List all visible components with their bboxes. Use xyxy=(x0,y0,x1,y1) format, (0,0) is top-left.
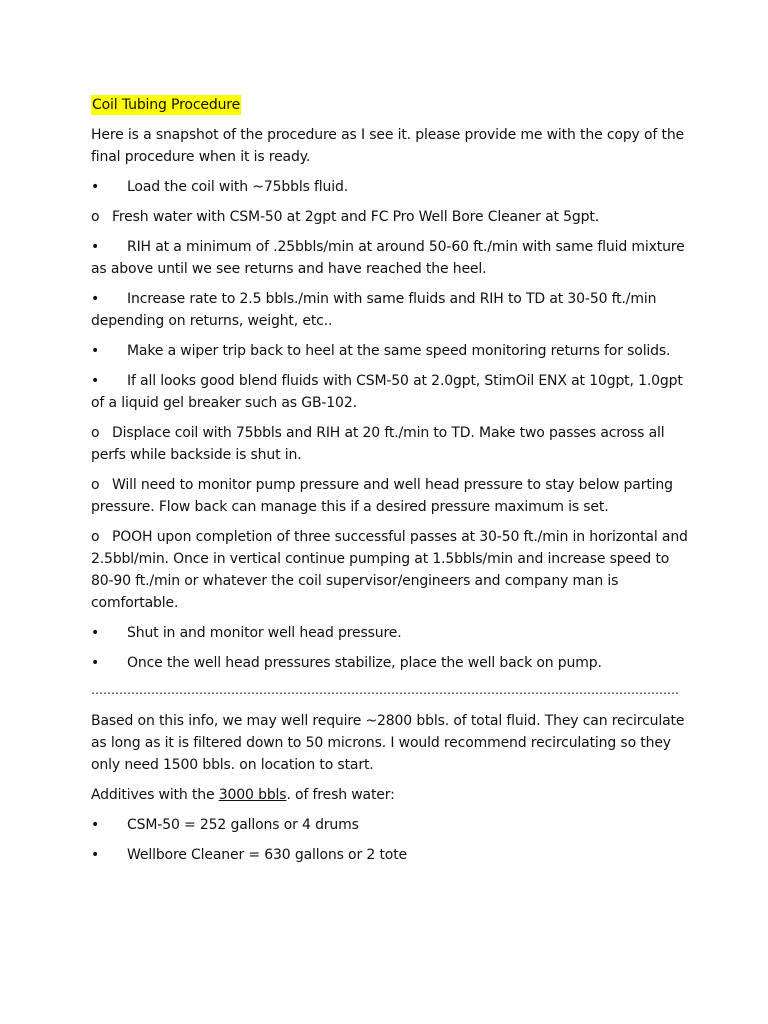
additive-item xyxy=(91,844,691,866)
additives-suffix: . of fresh water: xyxy=(286,787,395,803)
item-text: Once the well head pressures stabilize, place the well back on pump. xyxy=(127,655,602,671)
bullet-mark: • xyxy=(91,373,100,389)
sub-item xyxy=(91,526,691,614)
additives-volume: 3000 bbls xyxy=(218,787,287,803)
item-text: RIH at a minimum of .25bbls/min at around 50-60 ft./min with same fluid mixture as above until we see returns and have reached the heel. xyxy=(91,239,685,277)
additives-heading xyxy=(91,784,691,806)
item-text: If all looks good blend fluids with CSM-50 at 2.0gpt, StimOil ENX at 10gpt, 1.0gpt of a liquid gel breaker such as GB-102. xyxy=(91,373,683,411)
item-text: Increase rate to 2.5 bbls./min with same fluids and RIH to TD at 30-50 ft./min depending on returns, weight, etc.. xyxy=(91,291,657,329)
item-text: Make a wiper trip back to heel at the same speed monitoring returns for solids. xyxy=(127,343,671,359)
bullet-item xyxy=(91,370,691,414)
item-text: Fresh water with CSM-50 at 2gpt and FC Pro Well Bore Cleaner at 5gpt. xyxy=(112,209,600,225)
bullet-item xyxy=(91,236,691,280)
item-text: Displace coil with 75bbls and RIH at 20 ft./min to TD. Make two passes across all perfs while backside is shut in. xyxy=(91,425,665,463)
sub-item xyxy=(91,474,691,518)
bullet-item xyxy=(91,652,691,674)
sub-mark: o xyxy=(91,425,100,441)
document-body xyxy=(91,94,691,874)
bullet-item xyxy=(91,288,691,332)
additives-list xyxy=(91,814,691,866)
document-title: Coil Tubing Procedure xyxy=(92,97,241,113)
bullet-mark: • xyxy=(91,817,100,833)
sub-item xyxy=(91,206,691,228)
sub-mark: o xyxy=(91,477,100,493)
item-text: Load the coil with ~75bbls fluid. xyxy=(127,179,349,195)
additive-text: CSM-50 = 252 gallons or 4 drums xyxy=(127,817,359,833)
bullet-mark: • xyxy=(91,655,100,671)
bullet-item xyxy=(91,176,691,198)
sub-item xyxy=(91,422,691,466)
bullet-mark: • xyxy=(91,343,100,359)
sub-mark: o xyxy=(91,209,100,225)
bullet-mark: • xyxy=(91,625,100,641)
additive-text: Wellbore Cleaner = 630 gallons or 2 tote xyxy=(127,847,407,863)
bullet-item xyxy=(91,622,691,644)
bullet-mark: • xyxy=(91,179,100,195)
bullet-mark: • xyxy=(91,291,100,307)
intro-paragraph: Here is a snapshot of the procedure as I see it. please provide me with the copy of the final procedure when it is ready. xyxy=(91,127,685,165)
item-text: POOH upon completion of three successful passes at 30-50 ft./min in horizontal and 2.5bbl/min. Once in vertical continue pumping at 1.5bbls/min and increase speed to 80-90 ft./min or whatever the coil supervisor/engineers and company man is comfortable. xyxy=(91,529,688,611)
bullet-mark: • xyxy=(91,847,100,863)
sub-mark: o xyxy=(91,529,100,545)
item-text: Will need to monitor pump pressure and well head pressure to stay below parting pressure. Flow back can manage this if a desired pressure maximum is set. xyxy=(91,477,673,515)
additives-prefix: Additives with the xyxy=(91,787,219,803)
separator-line: ………………………………………………………………………………………………………………………………… xyxy=(91,683,679,697)
additive-item xyxy=(91,814,691,836)
bullet-item xyxy=(91,340,691,362)
bullet-mark: • xyxy=(91,239,100,255)
closing-paragraph: Based on this info, we may well require ~2800 bbls. of total fluid. They can recirculate as long as it is filtered down to 50 microns. I would recommend recirculating so they only need 1500 bbls. on location to start. xyxy=(91,713,685,773)
item-text: Shut in and monitor well head pressure. xyxy=(127,625,402,641)
procedure-list xyxy=(91,176,691,674)
